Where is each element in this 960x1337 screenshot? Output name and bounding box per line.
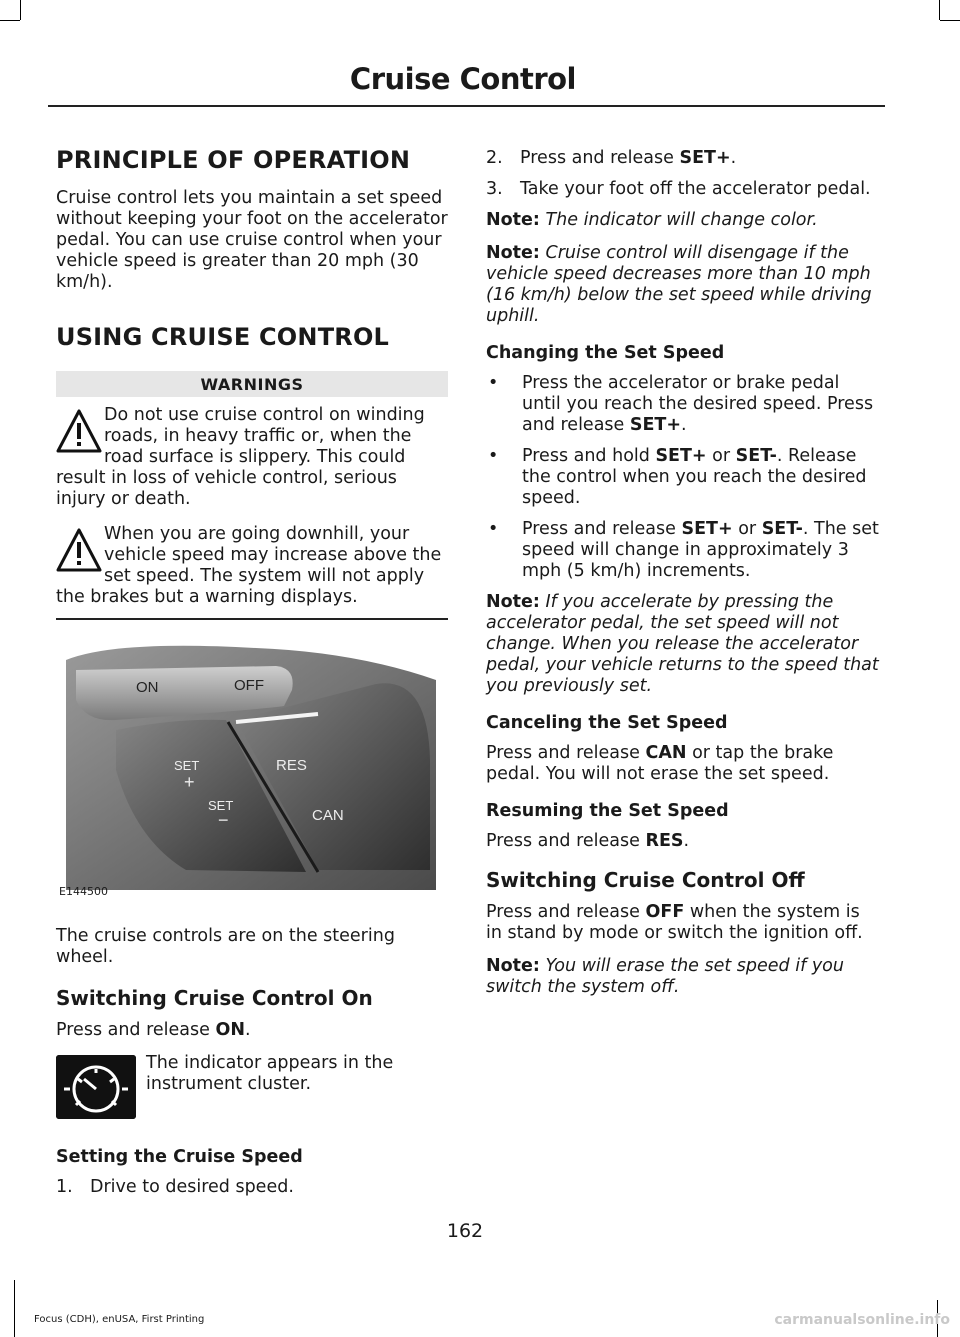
cruise-control-indicator-icon <box>56 1055 136 1119</box>
indicator-text: The indicator appears in the instrument cluster. <box>146 1053 394 1094</box>
crop-mark <box>20 0 21 20</box>
crop-mark <box>14 1280 15 1337</box>
principle-text: Cruise control lets you maintain a set speed without keeping your foot on the accelerator pedal. You can use cruise control when your vehicle speed is greater than 20 mph (30 km/h). <box>56 188 448 292</box>
resume-text: Press and release RES. <box>486 831 690 851</box>
off-text: Press and release OFF when the system is in stand by mode or switch the ignition off. <box>486 902 863 943</box>
btn-set-minus-sign: − <box>218 810 229 830</box>
step-2: 2. Press and release SET+. <box>486 148 737 168</box>
warning-triangle-icon <box>56 528 102 572</box>
note-1: Note: The indicator will change color. <box>486 210 818 230</box>
heading-principle: PRINCIPLE OF OPERATION <box>56 146 411 174</box>
steering-wheel-controls-image <box>56 640 448 902</box>
page-number: 162 <box>446 1220 484 1242</box>
bullet-3: • Press and release SET+ or SET-. The set speed will change in approximately 3 mph (5 km/h) increments. <box>488 519 879 581</box>
heading-resuming: Resuming the Set Speed <box>486 801 729 821</box>
image-id: E144500 <box>59 885 108 898</box>
note-4: Note: You will erase the set speed if you switch the system off. <box>486 956 844 997</box>
step-1: 1. Drive to desired speed. <box>56 1177 294 1197</box>
warning-2 <box>56 524 448 608</box>
btn-on-label: ON <box>136 679 159 696</box>
btn-set-plus-label: SET <box>174 758 200 773</box>
heading-canceling: Canceling the Set Speed <box>486 713 728 733</box>
crop-mark <box>0 20 20 21</box>
warning-1 <box>56 405 448 510</box>
btn-set-plus-sign: + <box>184 772 195 792</box>
crop-mark <box>940 20 960 21</box>
warning-1-text: Do not use cruise control on winding roads, in heavy traffic or, when the road surface is slippery. This could result in loss of vehicle control, serious injury or death. <box>56 405 425 509</box>
crop-mark <box>939 0 940 20</box>
cruise-controls-illustration <box>56 640 448 902</box>
heading-changing: Changing the Set Speed <box>486 343 725 363</box>
left-column <box>56 146 448 1208</box>
controls-location-text: The cruise controls are on the steering wheel. <box>56 926 395 967</box>
note-3: Note: If you accelerate by pressing the accelerator pedal, the set speed will not change. When you release the accelerator pedal, your vehicle returns to the speed that you previously set. <box>486 592 879 696</box>
indicator-row <box>56 1053 448 1129</box>
warning-triangle-icon <box>56 409 102 453</box>
watermark: carmanualsonline.info <box>774 1312 950 1328</box>
heading-using: USING CRUISE CONTROL <box>56 323 390 351</box>
btn-res-label: RES <box>276 757 307 774</box>
step-3: 3. Take your foot off the accelerator pedal. <box>486 179 871 199</box>
warning-2-text: When you are going downhill, your vehicle speed may increase above the set speed. The system will not apply the brakes but a warning displays. <box>56 524 442 607</box>
cancel-text: Press and release CAN or tap the brake pedal. You will not erase the set speed. <box>486 743 834 784</box>
header-rule <box>48 105 885 107</box>
note-2: Note: Cruise control will disengage if the vehicle speed decreases more than 10 mph (16 km/h) below the set speed while driving uphill. <box>486 243 872 326</box>
heading-switch-on: Switching Cruise Control On <box>56 986 373 1010</box>
section-rule <box>56 618 448 620</box>
page-title: Cruise Control <box>349 62 576 96</box>
heading-switch-off: Switching Cruise Control Off <box>486 868 805 892</box>
warnings-header: WARNINGS <box>56 371 448 397</box>
heading-setting: Setting the Cruise Speed <box>56 1147 303 1167</box>
btn-off-label: OFF <box>234 677 264 694</box>
press-on-text: Press and release ON. <box>56 1020 251 1040</box>
btn-can-label: CAN <box>312 807 344 824</box>
on-button-ref: ON <box>215 1020 246 1040</box>
footer-text: Focus (CDH), enUSA, First Printing <box>34 1314 205 1325</box>
bullet-1: • Press the accelerator or brake pedal until you reach the desired speed. Press and release SET+. <box>488 373 874 435</box>
bullet-2: • Press and hold SET+ or SET-. Release the control when you reach the desired speed. <box>488 446 867 508</box>
btn-set-minus-label: SET <box>208 798 234 813</box>
right-column <box>486 148 880 1010</box>
